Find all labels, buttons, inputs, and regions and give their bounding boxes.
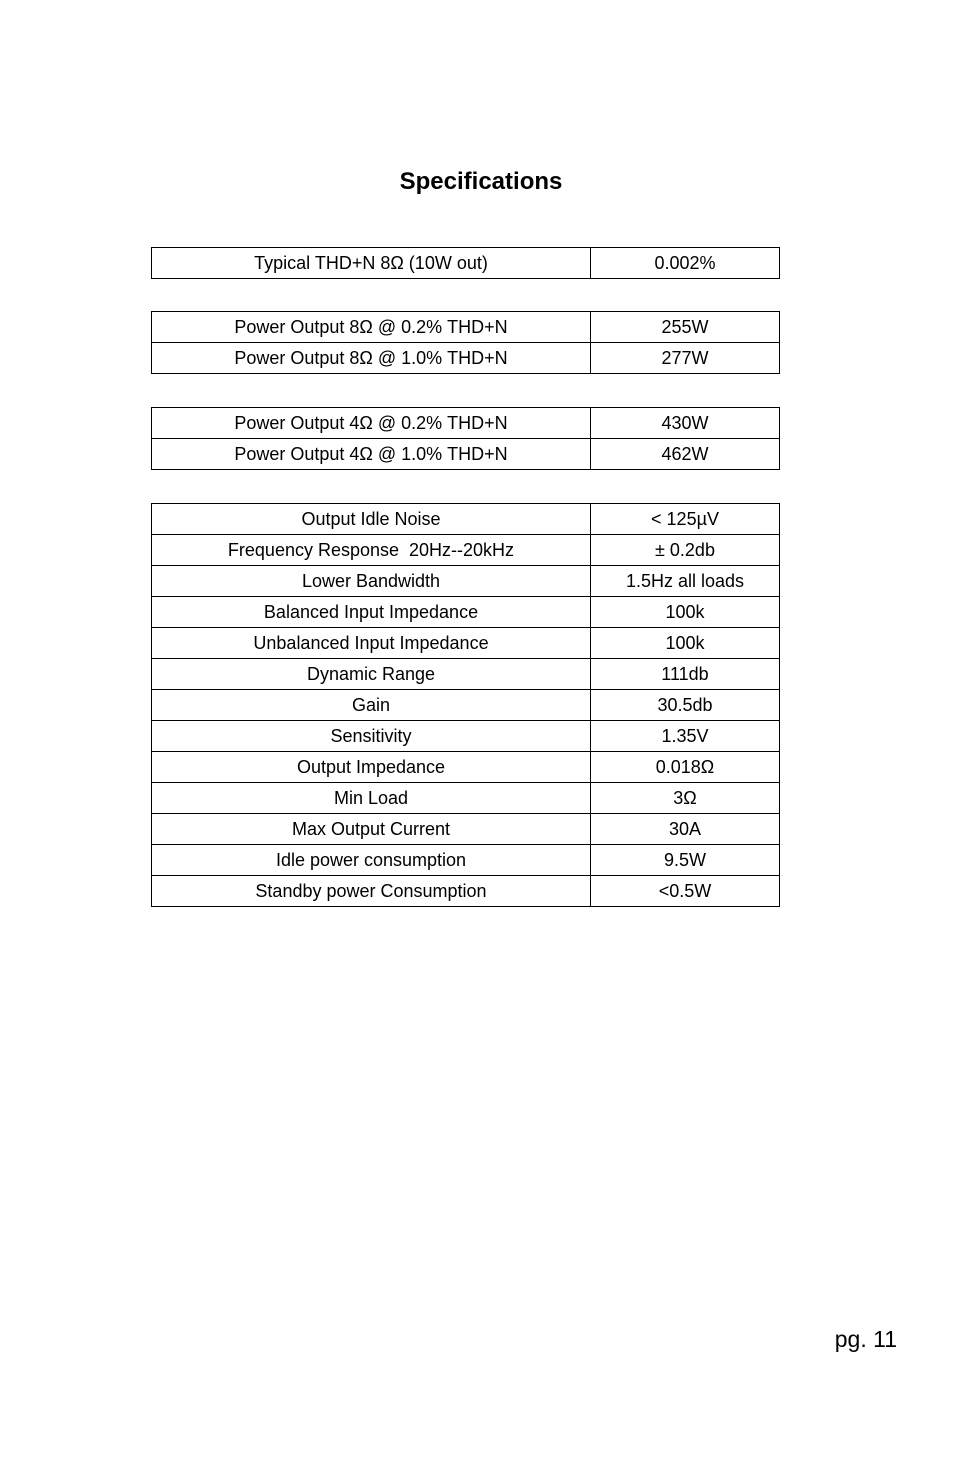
spec-table-power-4ohm bbox=[151, 407, 780, 470]
spec-value: <0.5W bbox=[591, 876, 780, 907]
table-row bbox=[152, 343, 780, 374]
table-row bbox=[152, 439, 780, 470]
table-row bbox=[152, 535, 780, 566]
spec-label: Power Output 8Ω @ 0.2% THD+N bbox=[152, 312, 591, 343]
spec-label: Dynamic Range bbox=[152, 659, 591, 690]
spec-value: 100k bbox=[591, 597, 780, 628]
table-row bbox=[152, 845, 780, 876]
spec-label: Output Idle Noise bbox=[152, 504, 591, 535]
spec-label: Lower Bandwidth bbox=[152, 566, 591, 597]
spec-label: Gain bbox=[152, 690, 591, 721]
spec-value: 1.5Hz all loads bbox=[591, 566, 780, 597]
table-row bbox=[152, 783, 780, 814]
spec-label: Max Output Current bbox=[152, 814, 591, 845]
spec-label: Min Load bbox=[152, 783, 591, 814]
spec-label: Power Output 4Ω @ 1.0% THD+N bbox=[152, 439, 591, 470]
spec-label: Sensitivity bbox=[152, 721, 591, 752]
page-title: Specifications bbox=[399, 168, 563, 195]
spec-value: 0.002% bbox=[591, 248, 780, 279]
table-row bbox=[152, 566, 780, 597]
spec-label: Power Output 4Ω @ 0.2% THD+N bbox=[152, 408, 591, 439]
spec-value: 430W bbox=[591, 408, 780, 439]
spec-value: 255W bbox=[591, 312, 780, 343]
spec-value: 3Ω bbox=[591, 783, 780, 814]
table-row bbox=[152, 408, 780, 439]
spec-value: < 125µV bbox=[591, 504, 780, 535]
spec-label: Unbalanced Input Impedance bbox=[152, 628, 591, 659]
table-row bbox=[152, 721, 780, 752]
spec-value: 277W bbox=[591, 343, 780, 374]
table-row bbox=[152, 504, 780, 535]
table-row bbox=[152, 248, 780, 279]
spec-label: Output Impedance bbox=[152, 752, 591, 783]
spec-value: 1.35V bbox=[591, 721, 780, 752]
spec-label: Standby power Consumption bbox=[152, 876, 591, 907]
spec-value: ± 0.2db bbox=[591, 535, 780, 566]
page-number: pg. 11 bbox=[834, 1326, 897, 1352]
spec-value: 0.018Ω bbox=[591, 752, 780, 783]
spec-table-thd bbox=[151, 247, 780, 279]
spec-label: Power Output 8Ω @ 1.0% THD+N bbox=[152, 343, 591, 374]
spec-value: 30.5db bbox=[591, 690, 780, 721]
table-row bbox=[152, 752, 780, 783]
spec-value: 9.5W bbox=[591, 845, 780, 876]
spec-value: 100k bbox=[591, 628, 780, 659]
spec-table-power-8ohm bbox=[151, 311, 780, 374]
table-row bbox=[152, 312, 780, 343]
spec-label: Idle power consumption bbox=[152, 845, 591, 876]
table-row bbox=[152, 814, 780, 845]
table-row bbox=[152, 597, 780, 628]
table-row bbox=[152, 628, 780, 659]
spec-table-general bbox=[151, 503, 780, 907]
spec-value: 111db bbox=[591, 659, 780, 690]
table-row bbox=[152, 690, 780, 721]
table-row bbox=[152, 876, 780, 907]
spec-label: Balanced Input Impedance bbox=[152, 597, 591, 628]
spec-value: 462W bbox=[591, 439, 780, 470]
spec-label: Typical THD+N 8Ω (10W out) bbox=[152, 248, 591, 279]
spec-value: 30A bbox=[591, 814, 780, 845]
table-row bbox=[152, 659, 780, 690]
spec-label: Frequency Response 20Hz--20kHz bbox=[152, 535, 591, 566]
